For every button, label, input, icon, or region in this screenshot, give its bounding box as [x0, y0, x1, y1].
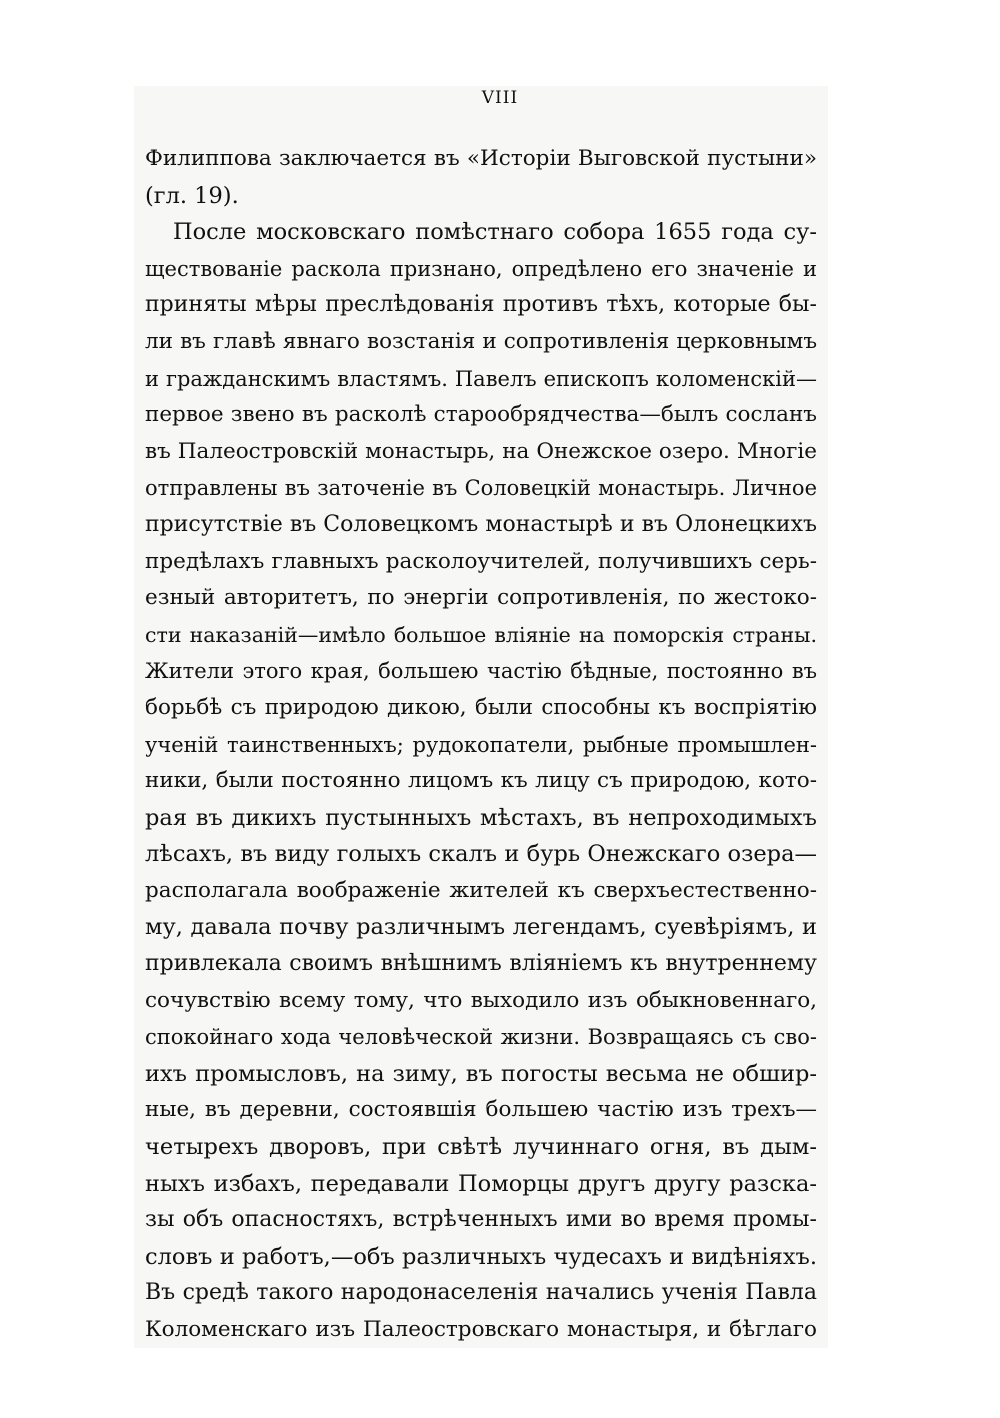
text-line: зы объ опасностяхъ, встрѣченныхъ ими во время промы- [145, 1207, 817, 1233]
text-line: лѣсахъ, въ виду голыхъ скалъ и бурь Онежскаго озера— [145, 841, 817, 868]
text-line: ные, въ деревни, состоявшія большею частію изъ трехъ— [145, 1097, 817, 1123]
text-line: езный авторитетъ, по энергіи сопротивленія, по жестоко- [145, 585, 817, 611]
text-line: Коломенскаго изъ Палеостровскаго монастыря, и бѣглаго [145, 1317, 817, 1342]
body-text [145, 141, 817, 1349]
text-line: му, давала почву различнымъ легендамъ, суевѣріямъ, и [145, 914, 817, 941]
text-line: ныхъ избахъ, передавали Поморцы другъ другу разска- [145, 1170, 817, 1197]
text-line: После московскаго помѣстнаго собора 1655 года су- [173, 219, 817, 246]
text-line: и гражданскимъ властямъ. Павелъ епископъ коломенскій— [145, 366, 817, 391]
text-line: четырехъ дворовъ, при свѣтѣ лучиннаго огня, въ дым- [145, 1134, 817, 1161]
text-line: привлекала своимъ внѣшнимъ вліяніемъ къ внутреннему [145, 951, 817, 977]
text-line: ники, были постоянно лицомъ къ лицу съ природою, кото- [145, 768, 817, 794]
text-line: первое звено въ расколѣ старообрядчества—былъ сосланъ [145, 402, 817, 428]
text-line: въ Палеостровскій монастырь, на Онежское озеро. Многіе [145, 438, 817, 464]
text-line: спокойнаго хода человѣческой жизни. Возвращаясь съ сво- [145, 1025, 817, 1050]
text-line: сочувствію всему тому, что выходило изъ обыкновеннаго, [145, 987, 817, 1013]
text-line: ществованіе раскола признано, опредѣлено его значеніе и [145, 256, 817, 281]
text-line: ихъ промысловъ, на зиму, въ погосты весьма не обшир- [145, 1060, 817, 1087]
text-line: ученій таинственныхъ; рудокопатели, рыбные промышлен- [145, 732, 817, 757]
page-number: VIII [481, 88, 519, 108]
text-line: предѣлахъ главныхъ расколоучителей, получившихъ серь- [145, 548, 817, 574]
text-line: присутствіе въ Соловецкомъ монастырѣ и въ Олонецкихъ [145, 511, 817, 537]
text-line: отправлены въ заточеніе въ Соловецкій монастырь. Личное [145, 476, 817, 501]
text-line: приняты мѣры преслѣдованія противъ тѣхъ, которые бы- [145, 292, 817, 318]
text-line: располагала воображеніе жителей къ сверхъестественно- [145, 877, 817, 903]
text-line: (гл. 19). [145, 182, 239, 209]
text-line: Филиппова заключается въ «Исторіи Выговской пустыни» [145, 146, 817, 171]
text-line: сти наказаній—имѣло большое вліяніе на поморскія страны. [145, 622, 817, 647]
text-line: Въ средѣ такого народонаселенія начались ученія Павла [145, 1280, 817, 1306]
text-line: рая въ дикихъ пустынныхъ мѣстахъ, въ непроходимыхъ [145, 804, 817, 831]
text-line: Жители этого края, большею частію бѣдные, постоянно въ [145, 659, 817, 684]
text-line: ли въ главѣ явнаго возстанія и сопротивленія церковнымъ [145, 328, 817, 354]
text-line: борьбѣ съ природою дикою, были способны къ воспріятію [145, 694, 817, 720]
text-line: словъ и работъ,—объ различныхъ чудесахъ и видѣніяхъ. [145, 1243, 817, 1270]
